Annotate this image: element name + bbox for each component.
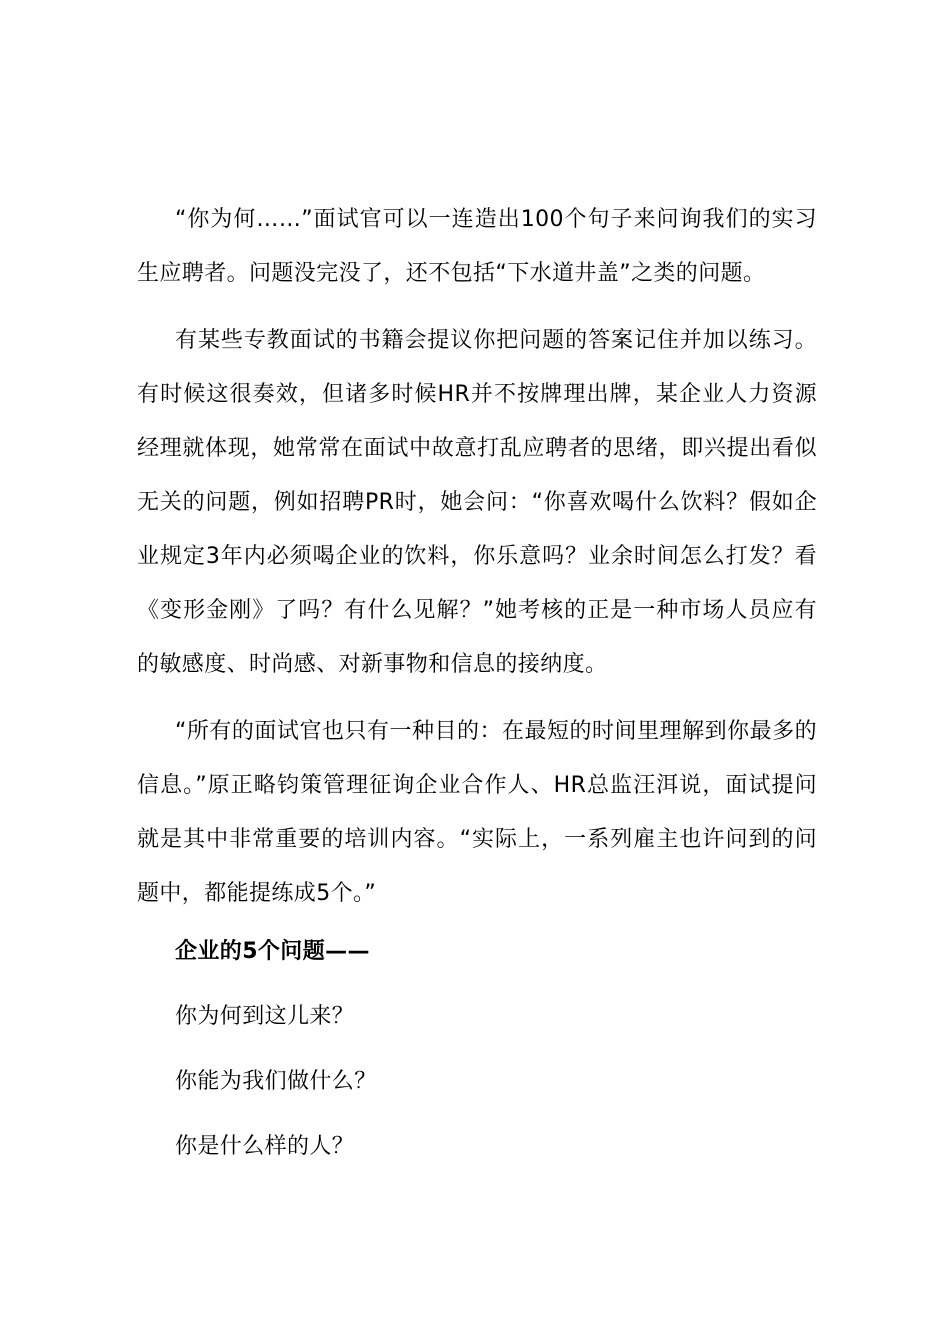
question-item: 你为何到这儿来？ [175, 1004, 355, 1029]
question-item: 你能为我们做什么？ [175, 1069, 377, 1094]
paragraph-interviewer-purpose: “所有的面试官也只有一种目的：在最短的时间里理解到你最多的信息。”原正略钧策管理征询企业合作人、HR总监汪洱说，面试提问就是其中非常重要的培训内容。“实际上，一系列雇主也许问到的问题中，都能提练成5个。” [137, 719, 817, 906]
question-item: 你是什么样的人？ [175, 1134, 355, 1159]
section-heading: 企业的5个问题—— [175, 939, 370, 964]
paragraph-hr-example: 有某些专教面试的书籍会提议你把问题的答案记住并加以练习。有时候这很奏效，但诸多时候HR并不按牌理出牌，某企业人力资源经理就体现，她常常在面试中故意打乱应聘者的思绪，即兴提出看似无关的问题，例如招聘PR时，她会问：“你喜欢喝什么饮料？假如企业规定3年内必须喝企业的饮料，你乐意吗？业余时间怎么打发？看《变形金刚》了吗？有什么见解？”她考核的正是一种市场人员应有的敏感度、时尚感、对新事物和信息的接纳度。 [137, 328, 817, 677]
paragraph-intro: “你为何……”面试官可以一连造出100个句子来问询我们的实习生应聘者。问题没完没了，还不包括“下水道井盖”之类的问题。 [137, 207, 817, 286]
